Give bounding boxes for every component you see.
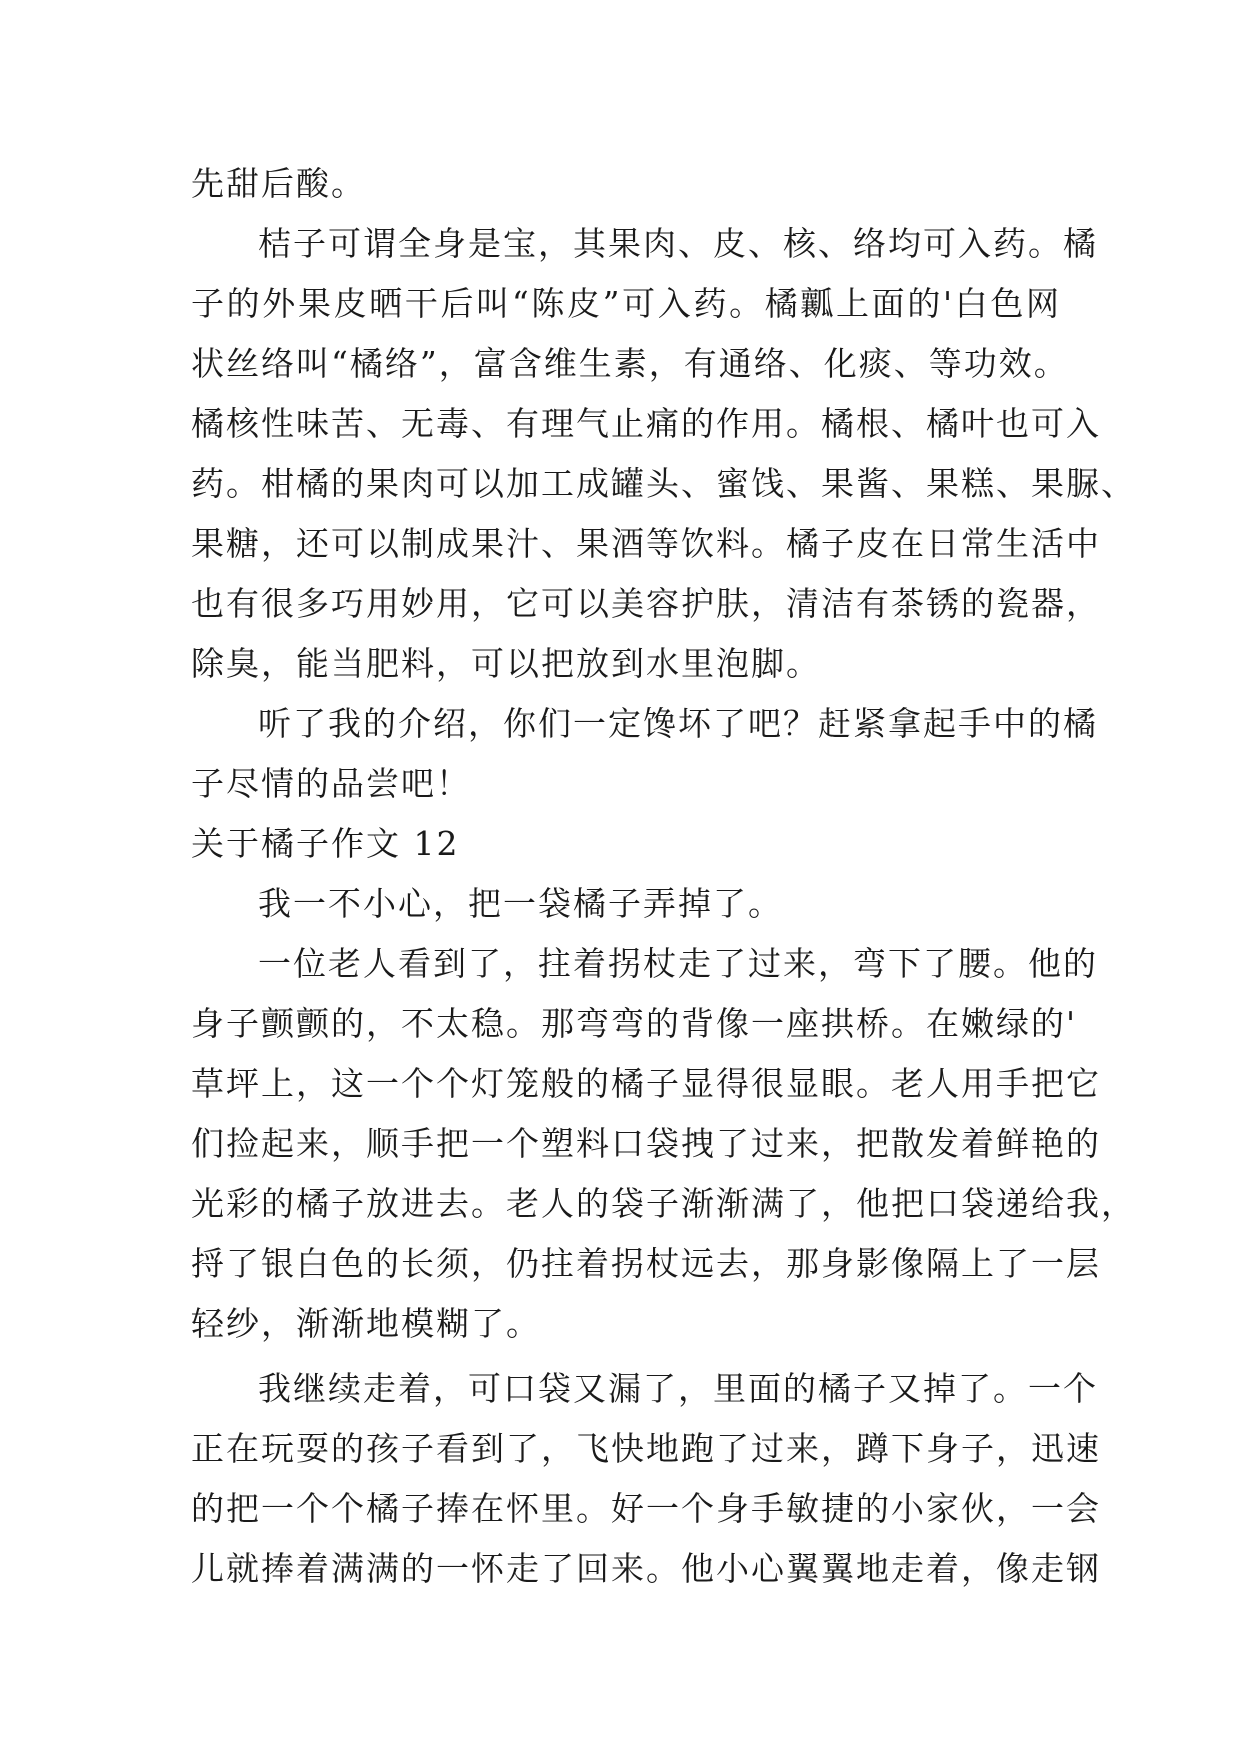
text-line: 子尽情的品尝吧！ bbox=[191, 764, 471, 803]
text-line: 身子颤颤的，不太稳。那弯弯的背像一座拱桥。在嫩绿的' bbox=[191, 1004, 1078, 1043]
paragraph-first-line: 听了我的介绍，你们一定馋坏了吧？赶紧拿起手中的橘 bbox=[258, 704, 1098, 743]
section-heading: 关于橘子作文 12 bbox=[191, 824, 460, 863]
text-line: 儿就捧着满满的一怀走了回来。他小心翼翼地走着，像走钢 bbox=[191, 1549, 1101, 1588]
text-line: 也有很多巧用妙用，它可以美容护肤，清洁有茶锈的瓷器， bbox=[191, 584, 1101, 623]
paragraph-first-line: 桔子可谓全身是宝，其果肉、皮、核、络均可入药。橘 bbox=[258, 224, 1098, 263]
text-line: 先甜后酸。 bbox=[191, 164, 366, 203]
text-line: 橘核性味苦、无毒、有理气止痛的作用。橘根、橘叶也可入 bbox=[191, 404, 1101, 443]
text-line: 除臭，能当肥料，可以把放到水里泡脚。 bbox=[191, 644, 821, 683]
paragraph-first-line: 我一不小心，把一袋橘子弄掉了。 bbox=[258, 884, 783, 923]
text-line: 子的外果皮晒干后叫“陈皮”可入药。橘瓤上面的'白色网 bbox=[191, 284, 1061, 323]
paragraph-first-line: 我继续走着，可口袋又漏了，里面的橘子又掉了。一个 bbox=[258, 1369, 1098, 1408]
text-line: 药。柑橘的果肉可以加工成罐头、蜜饯、果酱、果糕、果脲、 bbox=[191, 464, 1136, 503]
text-line: 的把一个个橘子捧在怀里。好一个身手敏捷的小家伙，一会 bbox=[191, 1489, 1101, 1528]
text-line: 捋了银白色的长须，仍拄着拐杖远去，那身影像隔上了一层 bbox=[191, 1244, 1101, 1283]
text-line: 果糖，还可以制成果汁、果酒等饮料。橘子皮在日常生活中 bbox=[191, 524, 1101, 563]
text-line: 草坪上，这一个个灯笼般的橘子显得很显眼。老人用手把它 bbox=[191, 1064, 1101, 1103]
text-line: 光彩的橘子放进去。老人的袋子渐渐满了，他把口袋递给我， bbox=[191, 1184, 1136, 1223]
text-line: 轻纱，渐渐地模糊了。 bbox=[191, 1304, 541, 1343]
text-line: 正在玩耍的孩子看到了，飞快地跑了过来，蹲下身子，迅速 bbox=[191, 1429, 1101, 1468]
text-line: 们捡起来，顺手把一个塑料口袋拽了过来，把散发着鲜艳的 bbox=[191, 1124, 1101, 1163]
text-line: 状丝络叫“橘络”，富含维生素，有通络、化痰、等功效。 bbox=[191, 344, 1069, 383]
paragraph-first-line: 一位老人看到了，拄着拐杖走了过来，弯下了腰。他的 bbox=[258, 944, 1098, 983]
